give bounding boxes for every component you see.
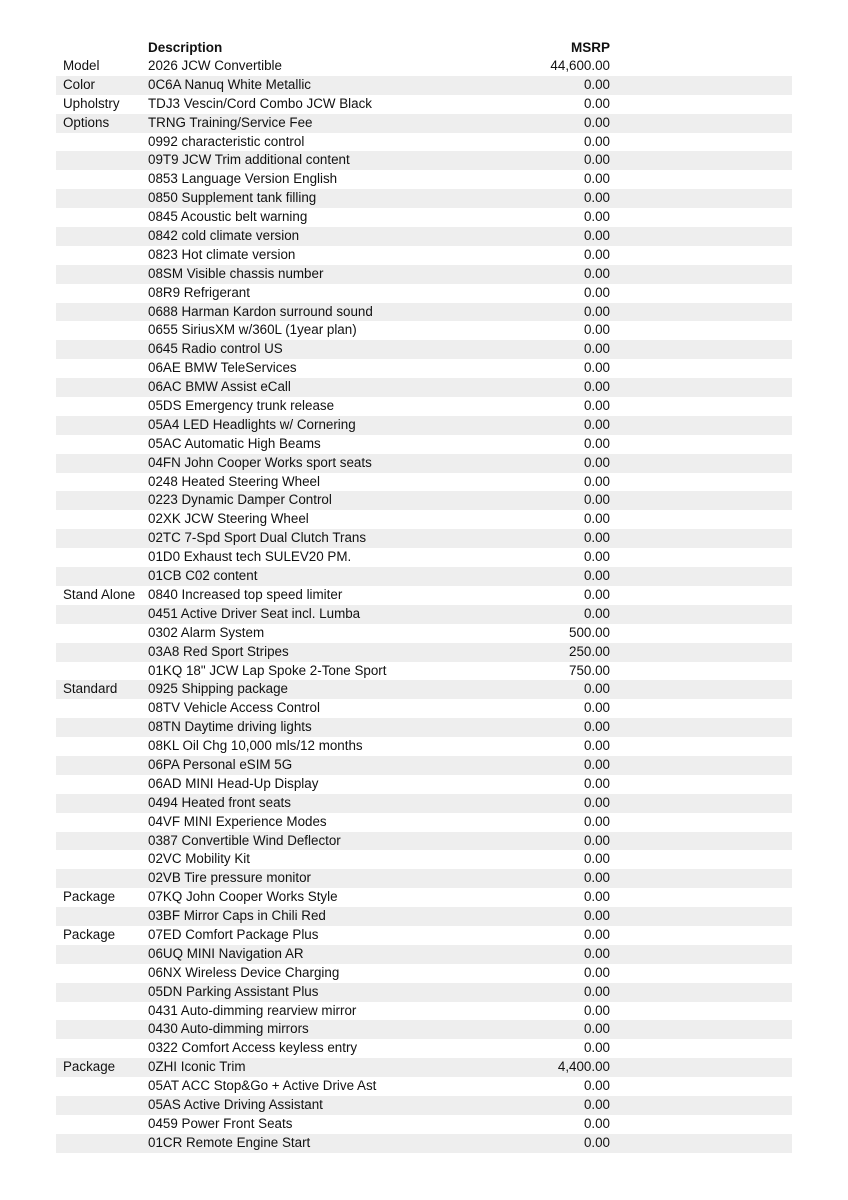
table-row [56, 227, 792, 246]
table-row [56, 1096, 792, 1115]
table-row [56, 813, 792, 832]
row-msrp: 0.00 [583, 473, 610, 489]
row-description: 08SM Visible chassis number [148, 265, 324, 281]
row-msrp: 0.00 [583, 114, 610, 130]
table-row [56, 397, 792, 416]
row-description: 02VC Mobility Kit [148, 851, 250, 867]
row-msrp: 0.00 [583, 908, 610, 924]
row-msrp: 0.00 [583, 492, 610, 508]
table-row [56, 1058, 792, 1077]
table-row [56, 737, 792, 756]
row-description: 05AC Automatic High Beams [148, 435, 321, 451]
table-row [56, 510, 792, 529]
row-msrp: 0.00 [583, 1134, 610, 1150]
row-msrp: 0.00 [583, 1021, 610, 1037]
table-row [56, 529, 792, 548]
row-msrp: 0.00 [583, 586, 610, 602]
row-description: 0451 Active Driver Seat incl. Lumba [148, 605, 361, 621]
table-row [56, 926, 792, 945]
row-description: 06AC BMW Assist eCall [148, 379, 291, 395]
table-row [56, 643, 792, 662]
table-row [56, 133, 792, 152]
table-row [56, 1077, 792, 1096]
row-description: 08TN Daytime driving lights [148, 719, 312, 735]
table-row [56, 491, 792, 510]
table-row [56, 567, 792, 586]
table-row [56, 662, 792, 681]
row-category: Options [63, 114, 110, 130]
row-category: Color [63, 76, 95, 92]
row-msrp: 0.00 [583, 549, 610, 565]
table-row [56, 76, 792, 95]
row-description: 0842 cold climate version [148, 228, 300, 244]
row-msrp: 0.00 [583, 284, 610, 300]
row-description: 0840 Increased top speed limiter [148, 586, 343, 602]
table-row [56, 303, 792, 322]
row-msrp: 0.00 [583, 530, 610, 546]
row-description: 0459 Power Front Seats [148, 1115, 293, 1131]
table-row [56, 699, 792, 718]
row-msrp: 0.00 [583, 983, 610, 999]
row-description: 0387 Convertible Wind Deflector [148, 832, 341, 848]
row-description: 0431 Auto-dimming rearview mirror [148, 1002, 357, 1018]
row-msrp: 750.00 [569, 662, 610, 678]
row-msrp: 0.00 [583, 360, 610, 376]
row-description: 01D0 Exhaust tech SULEV20 PM. [148, 549, 352, 565]
table-row [56, 1002, 792, 1021]
table-row [56, 832, 792, 851]
row-description: 0655 SiriusXM w/360L (1year plan) [148, 322, 357, 338]
row-msrp: 0.00 [583, 1115, 610, 1131]
table-row [56, 340, 792, 359]
table-row [56, 246, 792, 265]
row-description: 07KQ John Cooper Works Style [148, 889, 338, 905]
table-row [56, 850, 792, 869]
row-description: TRNG Training/Service Fee [148, 114, 313, 130]
row-category: Upholstry [63, 95, 120, 111]
row-description: 0248 Heated Steering Wheel [148, 473, 320, 489]
row-msrp: 0.00 [583, 1096, 610, 1112]
row-description: 0C6A Nanuq White Metallic [148, 76, 311, 92]
row-description: 06AD MINI Head-Up Display [148, 775, 319, 791]
msrp-header: MSRP [570, 40, 610, 55]
row-msrp: 0.00 [583, 832, 610, 848]
row-description: 0ZHI Iconic Trim [148, 1059, 246, 1075]
table-row [56, 454, 792, 473]
row-category: Model [63, 58, 100, 73]
row-description: 02VB Tire pressure monitor [148, 870, 311, 886]
row-msrp: 0.00 [583, 341, 610, 357]
row-msrp: 0.00 [583, 681, 610, 697]
row-msrp: 0.00 [583, 133, 610, 149]
row-description: 0302 Alarm System [148, 624, 265, 640]
row-description: 2026 JCW Convertible [148, 58, 282, 73]
table-row [56, 151, 792, 170]
row-description: 05AS Active Driving Assistant [148, 1096, 323, 1112]
table-row [56, 756, 792, 775]
row-description: 0494 Heated front seats [148, 794, 291, 810]
row-description: 05AT ACC Stop&Go + Active Drive Ast [148, 1078, 377, 1094]
row-description: 09T9 JCW Trim additional content [148, 152, 350, 168]
row-msrp: 0.00 [583, 454, 610, 470]
table-row [56, 718, 792, 737]
row-msrp: 0.00 [583, 870, 610, 886]
row-description: 04VF MINI Experience Modes [148, 813, 327, 829]
row-msrp: 0.00 [583, 775, 610, 791]
row-description: 03BF Mirror Caps in Chili Red [148, 908, 326, 924]
row-msrp: 0.00 [583, 964, 610, 980]
row-description: 07ED Comfort Package Plus [148, 926, 319, 942]
row-msrp: 0.00 [583, 945, 610, 961]
row-description: 0223 Dynamic Damper Control [148, 492, 332, 508]
row-category: Package [63, 889, 116, 905]
row-category: Package [63, 1059, 116, 1075]
table-header [56, 37, 792, 57]
table-row [56, 208, 792, 227]
row-msrp: 44,600.00 [550, 58, 610, 73]
table-row [56, 548, 792, 567]
row-msrp: 0.00 [583, 228, 610, 244]
table-row [56, 435, 792, 454]
row-description: 01CR Remote Engine Start [148, 1134, 311, 1150]
table-row [56, 586, 792, 605]
table-row [56, 869, 792, 888]
table-row [56, 983, 792, 1002]
row-msrp: 0.00 [583, 756, 610, 772]
row-description: 02TC 7-Spd Sport Dual Clutch Trans [148, 530, 367, 546]
row-msrp: 0.00 [583, 1002, 610, 1018]
row-msrp: 0.00 [583, 322, 610, 338]
row-description: 0322 Comfort Access keyless entry [148, 1040, 358, 1056]
table-row [56, 114, 792, 133]
option-list [56, 57, 792, 1153]
price-sheet [56, 37, 792, 1153]
row-description: 01KQ 18" JCW Lap Spoke 2-Tone Sport [148, 662, 387, 678]
row-msrp: 500.00 [569, 624, 610, 640]
row-msrp: 0.00 [583, 719, 610, 735]
table-row [56, 416, 792, 435]
row-msrp: 0.00 [583, 794, 610, 810]
table-row [56, 624, 792, 643]
table-row [56, 680, 792, 699]
table-row [56, 605, 792, 624]
row-msrp: 0.00 [583, 379, 610, 395]
row-msrp: 0.00 [583, 700, 610, 716]
row-msrp: 0.00 [583, 568, 610, 584]
row-description: 05DS Emergency trunk release [148, 398, 335, 414]
row-description: 04FN John Cooper Works sport seats [148, 454, 372, 470]
row-category: Package [63, 926, 116, 942]
table-row [56, 473, 792, 492]
row-msrp: 0.00 [583, 416, 610, 432]
row-msrp: 0.00 [583, 1078, 610, 1094]
row-description: 01CB C02 content [148, 568, 258, 584]
table-row [56, 907, 792, 926]
row-description: 03A8 Red Sport Stripes [148, 643, 289, 659]
row-description: 0925 Shipping package [148, 681, 288, 697]
row-description: 05DN Parking Assistant Plus [148, 983, 319, 999]
row-msrp: 0.00 [583, 398, 610, 414]
row-description: 08R9 Refrigerant [148, 284, 250, 300]
table-row [56, 321, 792, 340]
row-msrp: 0.00 [583, 76, 610, 92]
row-description: 05A4 LED Headlights w/ Cornering [148, 416, 356, 432]
row-description: 06UQ MINI Navigation AR [148, 945, 304, 961]
row-msrp: 0.00 [583, 926, 610, 942]
table-row [56, 95, 792, 114]
row-msrp: 4,400.00 [557, 1059, 610, 1075]
table-row [56, 775, 792, 794]
table-row [56, 378, 792, 397]
row-description: 06NX Wireless Device Charging [148, 964, 340, 980]
table-row [56, 1115, 792, 1134]
row-msrp: 250.00 [569, 643, 610, 659]
row-msrp: 0.00 [583, 511, 610, 527]
table-row [56, 888, 792, 907]
row-description: 0853 Language Version English [148, 171, 338, 187]
row-description: 0430 Auto-dimming mirrors [148, 1021, 309, 1037]
row-description: 0845 Acoustic belt warning [148, 209, 308, 225]
table-row [56, 284, 792, 303]
row-msrp: 0.00 [583, 209, 610, 225]
table-row [56, 189, 792, 208]
row-msrp: 0.00 [583, 303, 610, 319]
row-msrp: 0.00 [583, 851, 610, 867]
table-row [56, 964, 792, 983]
row-msrp: 0.00 [583, 813, 610, 829]
row-msrp: 0.00 [583, 738, 610, 754]
row-msrp: 0.00 [583, 605, 610, 621]
row-msrp: 0.00 [583, 265, 610, 281]
row-msrp: 0.00 [583, 1040, 610, 1056]
table-row [56, 1039, 792, 1058]
table-row [56, 57, 792, 76]
row-description: 08KL Oil Chg 10,000 mls/12 months [148, 738, 363, 754]
row-description: 0992 characteristic control [148, 133, 305, 149]
row-msrp: 0.00 [583, 190, 610, 206]
row-msrp: 0.00 [583, 246, 610, 262]
table-row [56, 170, 792, 189]
row-category: Standard [63, 681, 118, 697]
row-description: 06AE BMW TeleServices [148, 360, 297, 376]
row-description: 0688 Harman Kardon surround sound [148, 303, 373, 319]
row-description: 02XK JCW Steering Wheel [148, 511, 309, 527]
table-row [56, 794, 792, 813]
row-description: 0823 Hot climate version [148, 246, 296, 262]
row-description: 0850 Supplement tank filling [148, 190, 317, 206]
row-msrp: 0.00 [583, 171, 610, 187]
row-description: 08TV Vehicle Access Control [148, 700, 320, 716]
row-msrp: 0.00 [583, 435, 610, 451]
row-description: 0645 Radio control US [148, 341, 283, 357]
row-description: 06PA Personal eSIM 5G [148, 756, 293, 772]
table-row [56, 265, 792, 284]
row-msrp: 0.00 [583, 95, 610, 111]
row-msrp: 0.00 [583, 889, 610, 905]
table-row [56, 359, 792, 378]
row-description: TDJ3 Vescin/Cord Combo JCW Black [148, 95, 372, 111]
row-category: Stand Alone [63, 586, 136, 602]
table-row [56, 945, 792, 964]
description-header: Description [148, 40, 223, 55]
table-row [56, 1020, 792, 1039]
table-row [56, 1134, 792, 1153]
row-msrp: 0.00 [583, 152, 610, 168]
